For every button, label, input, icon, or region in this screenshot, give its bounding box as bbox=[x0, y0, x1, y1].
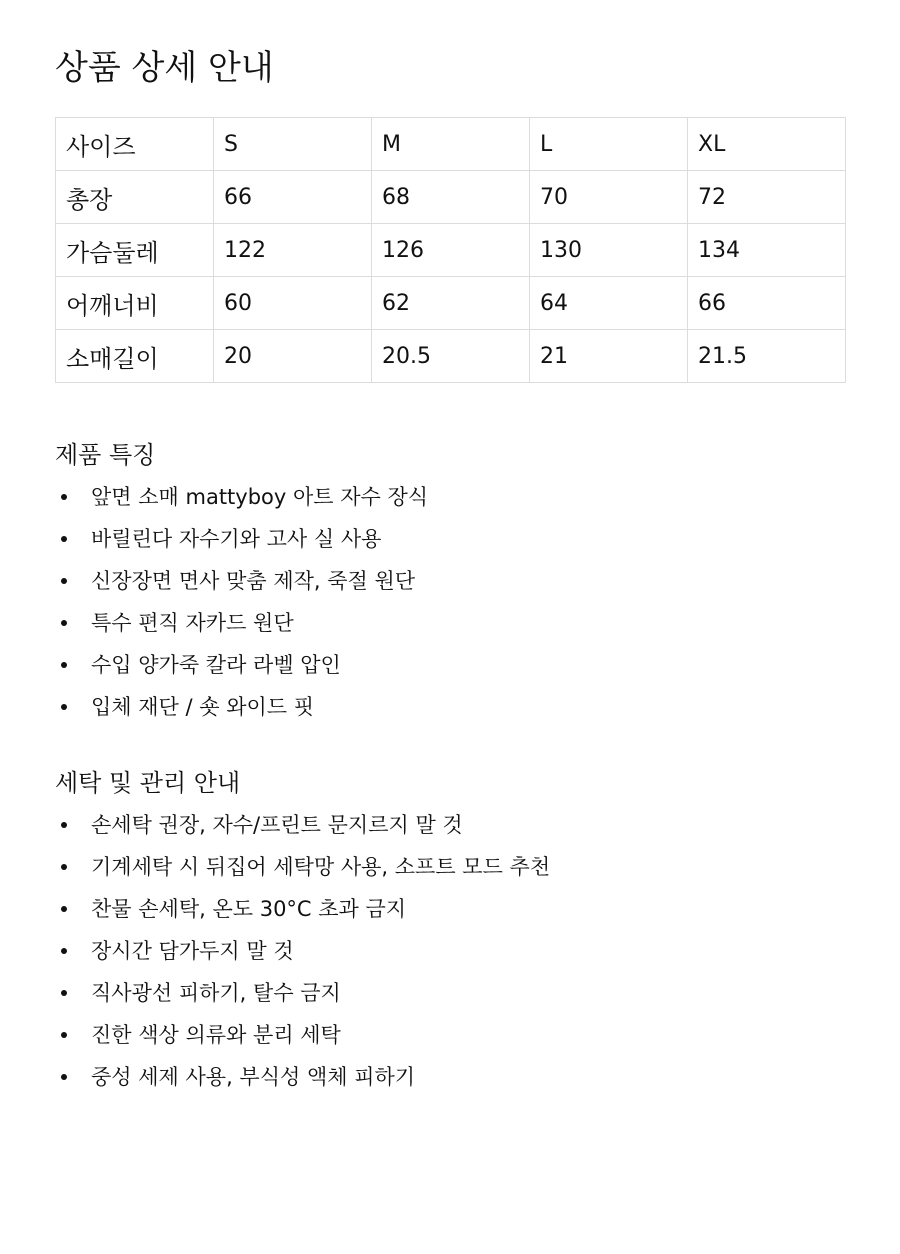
care-list bbox=[55, 804, 846, 1098]
bullet-icon bbox=[61, 864, 67, 870]
bullet-icon bbox=[61, 906, 67, 912]
list-item-text: 특수 편직 자카드 원단 bbox=[91, 611, 294, 635]
bullet-icon bbox=[61, 948, 67, 954]
table-cell: 126 bbox=[372, 224, 530, 277]
bullet-icon bbox=[61, 494, 67, 500]
table-row-sleeve bbox=[56, 330, 846, 383]
bullet-icon bbox=[61, 1032, 67, 1038]
list-item-text: 직사광선 피하기, 탈수 금지 bbox=[91, 981, 341, 1005]
table-cell: 66 bbox=[214, 171, 372, 224]
table-cell: 66 bbox=[688, 277, 846, 330]
list-item bbox=[55, 476, 846, 518]
features-section bbox=[55, 438, 846, 728]
table-cell: S bbox=[214, 118, 372, 171]
list-item bbox=[55, 686, 846, 728]
table-cell: 72 bbox=[688, 171, 846, 224]
table-cell: 62 bbox=[372, 277, 530, 330]
list-item bbox=[55, 602, 846, 644]
table-row-shoulder bbox=[56, 277, 846, 330]
features-list bbox=[55, 476, 846, 728]
list-item-text: 바릴린다 자수기와 고사 실 사용 bbox=[91, 527, 382, 551]
table-cell: M bbox=[372, 118, 530, 171]
bullet-icon bbox=[61, 1074, 67, 1080]
list-item-text: 신장장면 면사 맞춤 제작, 죽절 원단 bbox=[91, 569, 416, 593]
list-item-text: 손세탁 권장, 자수/프린트 문지르지 말 것 bbox=[91, 813, 463, 837]
list-item-text: 기계세탁 시 뒤집어 세탁망 사용, 소프트 모드 추천 bbox=[91, 855, 551, 879]
list-item bbox=[55, 518, 846, 560]
features-heading: 제품 특징 bbox=[55, 441, 156, 469]
list-item-text: 장시간 담가두지 말 것 bbox=[91, 939, 294, 963]
table-cell: 20.5 bbox=[372, 330, 530, 383]
row-label: 소매길이 bbox=[56, 330, 214, 383]
list-item-text: 수입 양가죽 칼라 라벨 압인 bbox=[91, 653, 341, 677]
bullet-icon bbox=[61, 990, 67, 996]
row-label: 총장 bbox=[56, 171, 214, 224]
table-cell: 68 bbox=[372, 171, 530, 224]
care-section bbox=[55, 766, 846, 1098]
bullet-icon bbox=[61, 578, 67, 584]
list-item bbox=[55, 888, 846, 930]
table-cell: 64 bbox=[530, 277, 688, 330]
table-cell: 134 bbox=[688, 224, 846, 277]
row-label: 어깨너비 bbox=[56, 277, 214, 330]
list-item bbox=[55, 1014, 846, 1056]
list-item-text: 입체 재단 / 숏 와이드 핏 bbox=[91, 695, 315, 719]
table-cell: 60 bbox=[214, 277, 372, 330]
table-row-chest bbox=[56, 224, 846, 277]
bullet-icon bbox=[61, 704, 67, 710]
table-cell: 21 bbox=[530, 330, 688, 383]
list-item bbox=[55, 846, 846, 888]
bullet-icon bbox=[61, 662, 67, 668]
table-row-length bbox=[56, 171, 846, 224]
table-cell: 122 bbox=[214, 224, 372, 277]
table-cell: XL bbox=[688, 118, 846, 171]
list-item bbox=[55, 644, 846, 686]
care-heading: 세탁 및 관리 안내 bbox=[55, 769, 241, 797]
list-item bbox=[55, 804, 846, 846]
list-item bbox=[55, 1056, 846, 1098]
table-cell: L bbox=[530, 118, 688, 171]
list-item-text: 앞면 소매 mattyboy 아트 자수 장식 bbox=[91, 485, 429, 509]
table-cell: 130 bbox=[530, 224, 688, 277]
row-label: 가슴둘레 bbox=[56, 224, 214, 277]
bullet-icon bbox=[61, 620, 67, 626]
size-table bbox=[55, 117, 846, 383]
row-label: 사이즈 bbox=[56, 118, 214, 171]
table-cell: 21.5 bbox=[688, 330, 846, 383]
page-title: 상품 상세 안내 bbox=[55, 48, 274, 88]
list-item-text: 중성 세제 사용, 부식성 액체 피하기 bbox=[91, 1065, 416, 1089]
table-row-size bbox=[56, 118, 846, 171]
list-item bbox=[55, 972, 846, 1014]
bullet-icon bbox=[61, 536, 67, 542]
list-item-text: 찬물 손세탁, 온도 30°C 초과 금지 bbox=[91, 897, 407, 921]
bullet-icon bbox=[61, 822, 67, 828]
list-item bbox=[55, 930, 846, 972]
list-item bbox=[55, 560, 846, 602]
list-item-text: 진한 색상 의류와 분리 세탁 bbox=[91, 1023, 341, 1047]
table-cell: 20 bbox=[214, 330, 372, 383]
table-cell: 70 bbox=[530, 171, 688, 224]
